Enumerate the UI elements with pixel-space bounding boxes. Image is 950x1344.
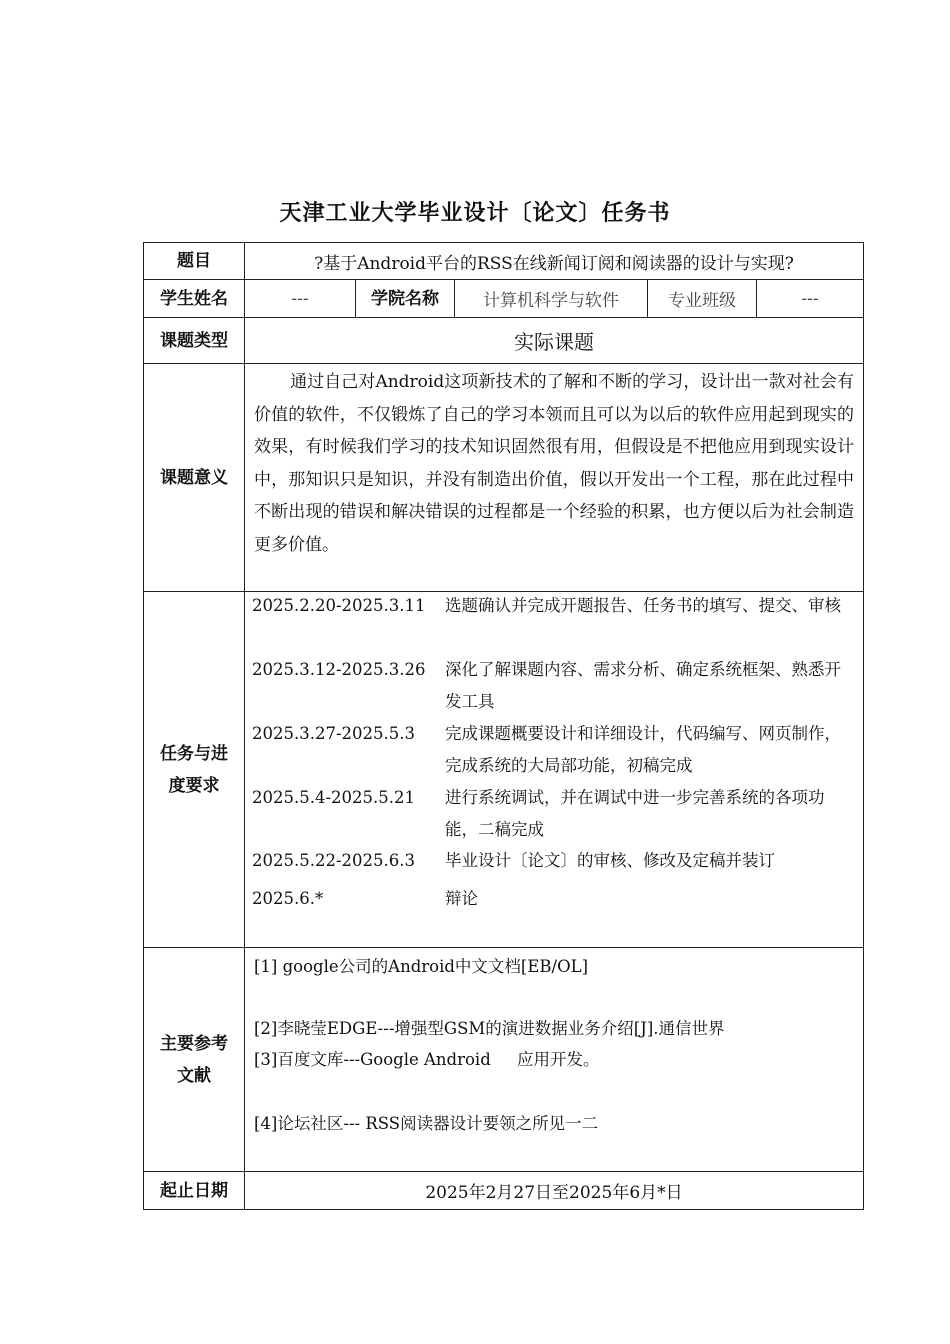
schedule-date: 2025.3.27-2025.5.3 <box>252 724 416 743</box>
topic-value: ?基于Android平台的RSS在线新闻订阅和阅读器的设计与实现? <box>244 243 863 279</box>
class-label: 专业班级 <box>647 280 756 317</box>
dates-row <box>143 1172 864 1210</box>
schedule-task: 选题确认并完成开题报告、任务书的填写、提交、审核 <box>445 596 841 615</box>
references-label <box>144 948 244 1171</box>
schedule-task: 进行系统调试，并在调试中进一步完善系统的各项功能，二稿完成 <box>445 788 825 839</box>
schedule-label-line2: 度要求 <box>168 775 220 796</box>
college-label: 学院名称 <box>355 280 454 317</box>
schedule-label-line1: 任务与进 <box>160 743 228 764</box>
significance-label: 课题意义 <box>160 467 228 488</box>
type-value: 实际课题 <box>244 318 863 363</box>
schedule-task: 深化了解课题内容、需求分析、确定系统框架、熟悉开发工具 <box>445 660 841 711</box>
references-label-line1: 主要参考 <box>160 1033 228 1054</box>
schedule-label <box>144 592 244 947</box>
schedule-task: 辩论 <box>445 889 478 908</box>
reference-item: [4]论坛社区--- RSS阅读器设计要领之所见一二 <box>254 1114 599 1133</box>
student-name-label: 学生姓名 <box>160 288 228 309</box>
schedule-date: 2025.3.12-2025.3.26 <box>252 660 426 679</box>
topic-row <box>143 242 864 280</box>
student-row <box>143 280 864 318</box>
dates-value: 2025年2月27日至2025年6月*日 <box>244 1172 863 1209</box>
schedule-date: 2025.5.4-2025.5.21 <box>252 788 416 807</box>
type-row <box>143 318 864 364</box>
significance-paragraph: 通过自己对Android这项新技术的了解和不断的学习，设计出一款对社会有价值的软件，不仅锻炼了自己的学习本领而且可以为以后的软件应用起到现实的效果，有时候我们学习的技术知识固然很有用，但假设是不把他应用到现实设计中，那知识只是知识，并没有制造出价值，假以开发出一个工程，那在此过程中不断出现的错误和解决错误的过程都是一个经验的积累，也方便以后为社会制造更多价值。 <box>254 372 854 555</box>
schedule-date: 2025.6.* <box>252 889 324 908</box>
schedule-task: 毕业设计〔论文〕的审核、修改及定稿并装订 <box>445 851 775 870</box>
dates-label: 起止日期 <box>160 1180 228 1201</box>
reference-item: [3]百度文库---Google Android 应用开发。 <box>254 1050 600 1069</box>
reference-item: [1] google公司的Android中文文档[EB/OL] <box>254 957 589 976</box>
student-name-value: --- <box>244 280 355 317</box>
schedule-date: 2025.2.20-2025.3.11 <box>252 596 426 615</box>
type-label: 课题类型 <box>160 330 228 351</box>
college-value: 计算机科学与软件 <box>454 280 647 317</box>
references-label-line2: 文献 <box>177 1065 211 1086</box>
schedule-task: 完成课题概要设计和详细设计，代码编写、网页制作，完成系统的大局部功能，初稿完成 <box>445 724 841 775</box>
topic-label: 题目 <box>177 251 211 271</box>
document-title: 天津工业大学毕业设计〔论文〕任务书 <box>279 201 671 226</box>
schedule-date: 2025.5.22-2025.6.3 <box>252 851 416 870</box>
class-value: --- <box>756 280 863 317</box>
significance-text <box>254 366 854 561</box>
reference-item: [2]李晓莹EDGE---增强型GSM的演进数据业务介绍[J].通信世界 <box>254 1019 725 1038</box>
